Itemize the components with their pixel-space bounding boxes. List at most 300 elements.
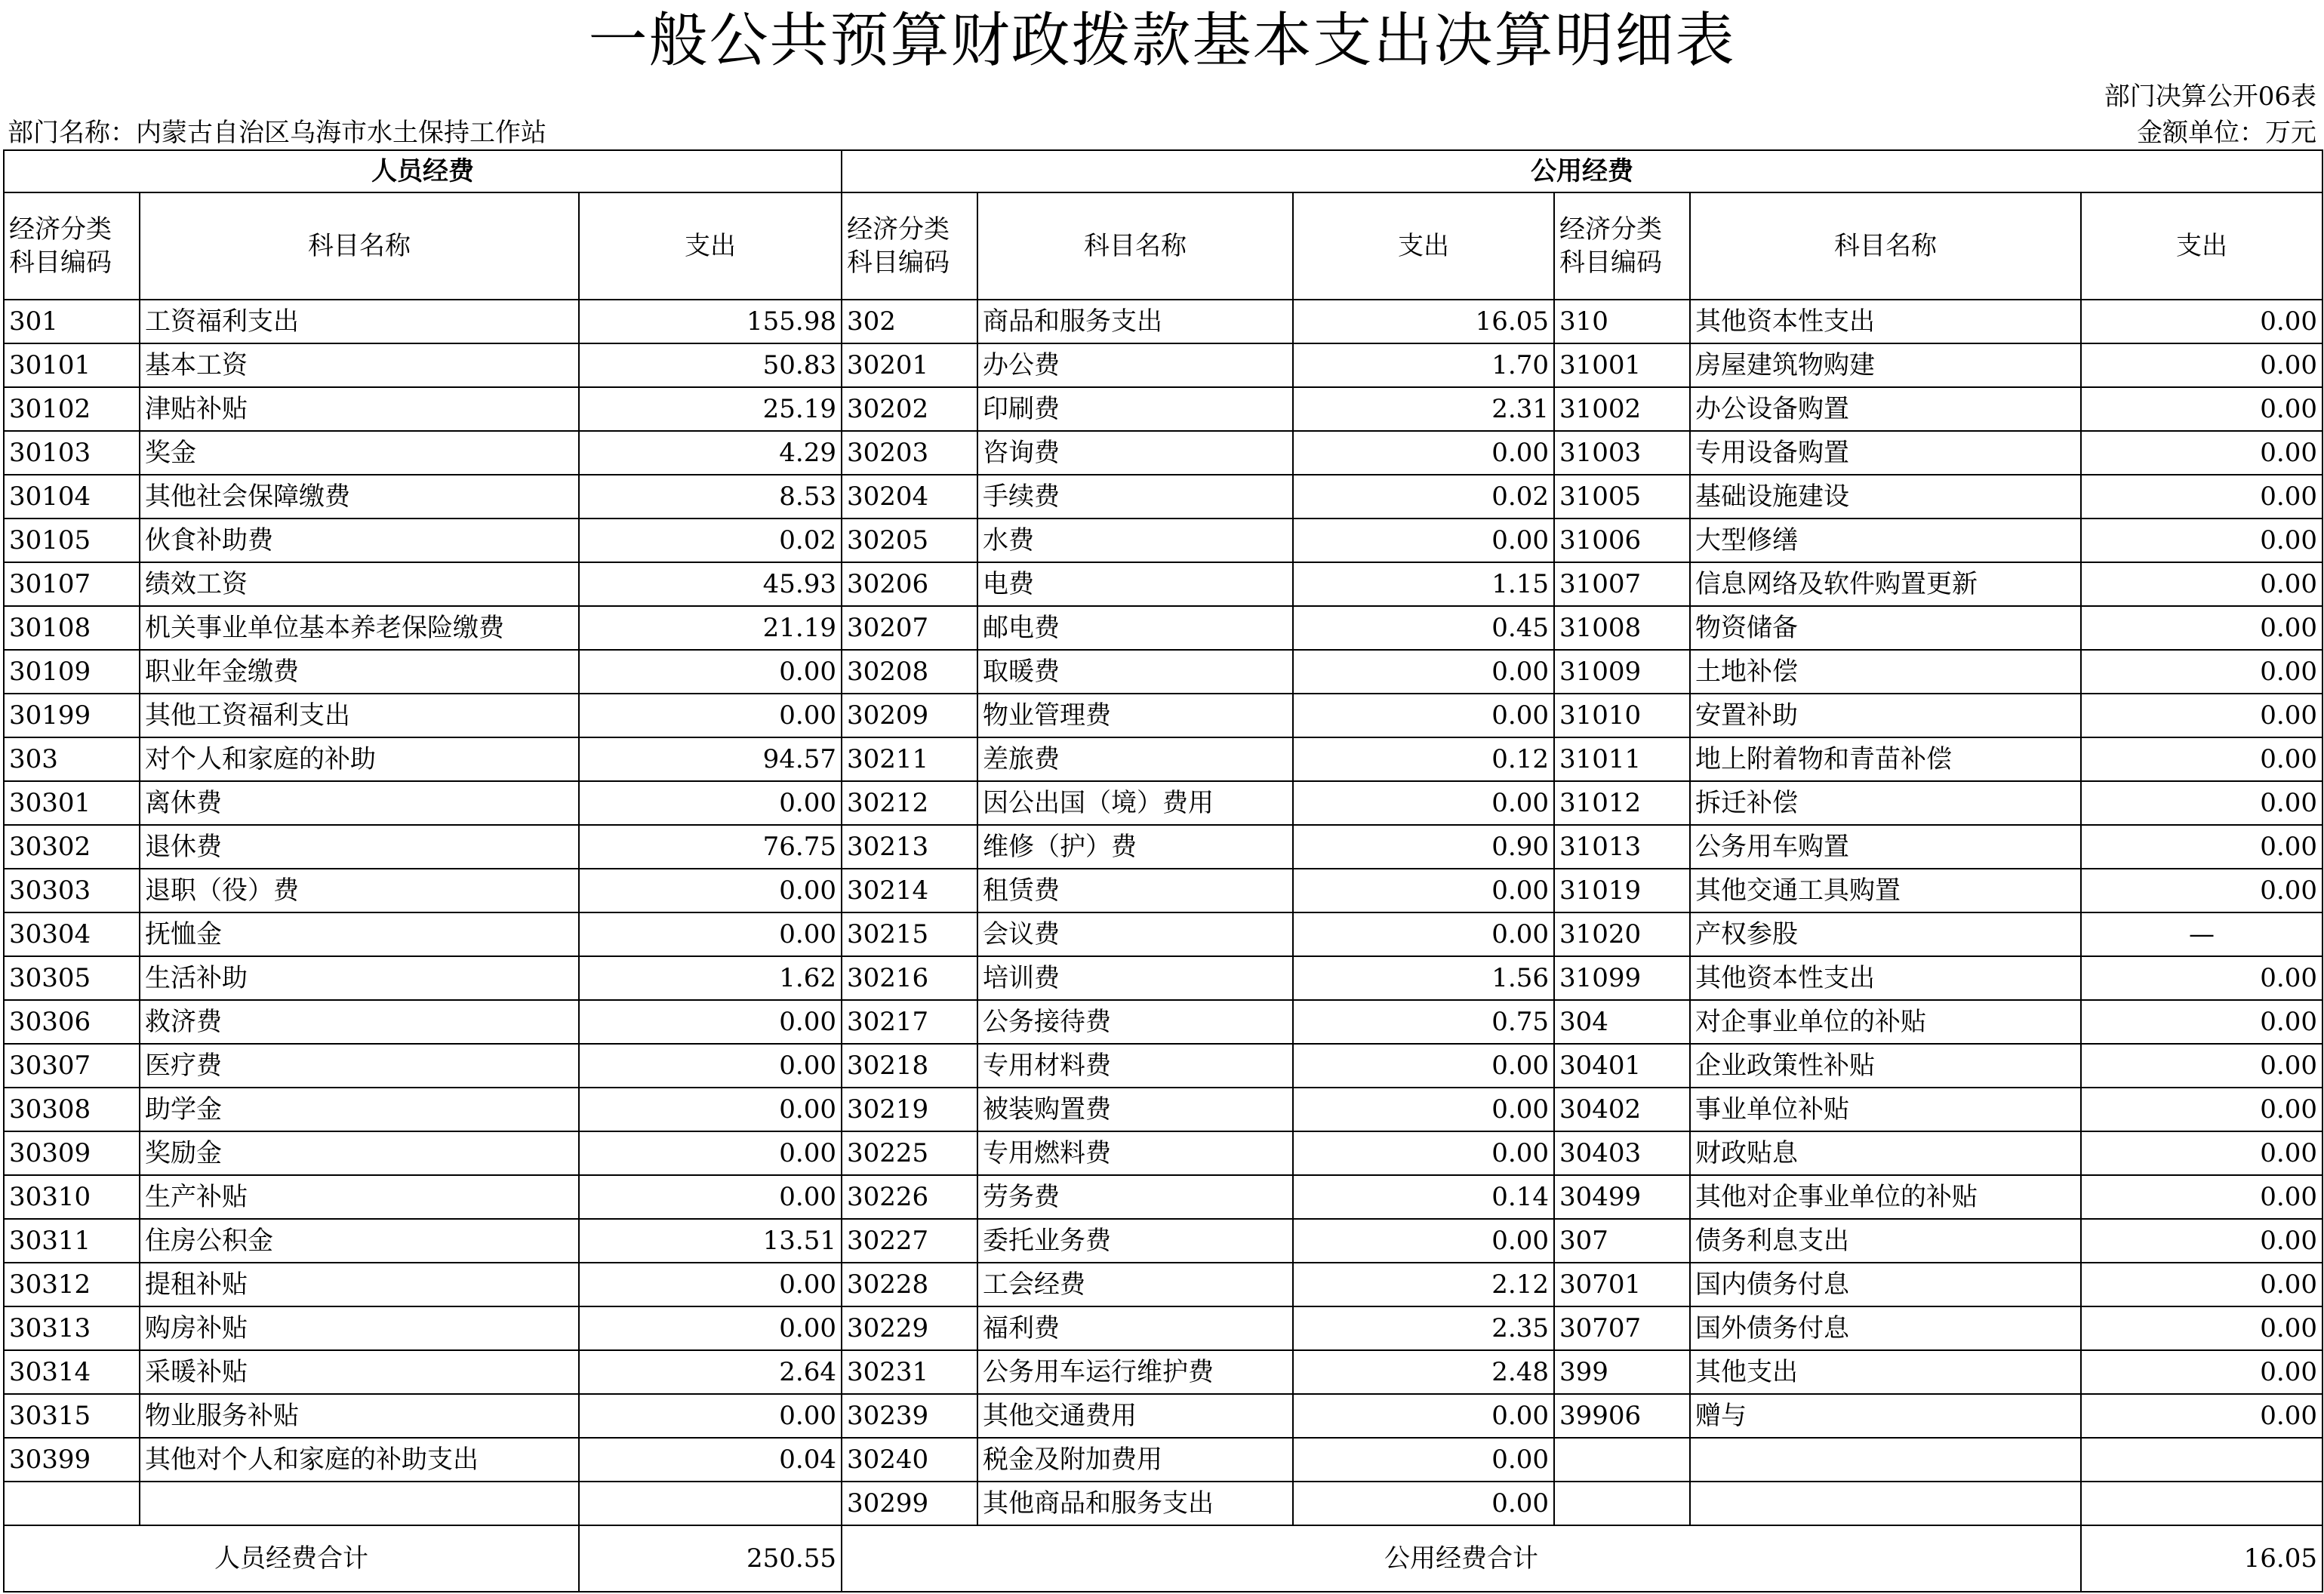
personnel-code-cell: 30306 (4, 1000, 140, 1044)
capital-name-cell: 对企事业单位的补贴 (1690, 1000, 2081, 1044)
capital-name-cell: 赠与 (1690, 1394, 2081, 1438)
capital-name-cell: 土地补偿 (1690, 650, 2081, 694)
public-amount-cell: 0.00 (1293, 869, 1554, 912)
public-amount-cell: 0.00 (1293, 781, 1554, 825)
capital-code-cell: 31007 (1554, 562, 1690, 606)
capital-amount-cell: 0.00 (2081, 519, 2322, 562)
table-row (4, 694, 2322, 737)
capital-code-cell: 39906 (1554, 1394, 1690, 1438)
capital-amount-cell: — (2081, 912, 2322, 956)
personnel-code-cell: 30109 (4, 650, 140, 694)
expenditure-table (3, 149, 2323, 1592)
public-name-cell: 专用燃料费 (977, 1131, 1293, 1175)
personnel-name-cell: 医疗费 (140, 1044, 579, 1088)
capital-code-cell: 31012 (1554, 781, 1690, 825)
capital-name-cell: 地上附着物和青苗补偿 (1690, 737, 2081, 781)
capital-name-cell: 公务用车购置 (1690, 825, 2081, 869)
capital-name-cell: 其他对企事业单位的补贴 (1690, 1175, 2081, 1219)
public-total-amount: 16.05 (2081, 1525, 2322, 1592)
capital-name-cell: 债务利息支出 (1690, 1219, 2081, 1263)
public-amount-cell: 0.00 (1293, 694, 1554, 737)
personnel-code-cell: 30310 (4, 1175, 140, 1219)
public-amount-cell: 0.90 (1293, 825, 1554, 869)
capital-name-cell: 专用设备购置 (1690, 431, 2081, 475)
capital-amount-cell: 0.00 (2081, 1350, 2322, 1394)
table-row (4, 1394, 2322, 1438)
name-column-header: 科目名称 (977, 192, 1293, 300)
public-total-label: 公用经费合计 (842, 1525, 2081, 1592)
personnel-code-cell: 30312 (4, 1263, 140, 1306)
capital-amount-cell: 0.00 (2081, 1044, 2322, 1088)
public-code-cell: 30209 (842, 694, 977, 737)
table-row (4, 781, 2322, 825)
personnel-name-cell: 物业服务补贴 (140, 1394, 579, 1438)
public-name-cell: 专用材料费 (977, 1044, 1293, 1088)
public-name-cell: 培训费 (977, 956, 1293, 1000)
personnel-name-cell: 住房公积金 (140, 1219, 579, 1263)
table-row (4, 562, 2322, 606)
personnel-name-cell: 退职（役）费 (140, 869, 579, 912)
public-code-cell: 30239 (842, 1394, 977, 1438)
public-code-cell: 30217 (842, 1000, 977, 1044)
public-amount-cell: 1.15 (1293, 562, 1554, 606)
capital-name-cell: 办公设备购置 (1690, 387, 2081, 431)
personnel-code-cell: 30302 (4, 825, 140, 869)
capital-code-cell: 31006 (1554, 519, 1690, 562)
public-code-cell: 30228 (842, 1263, 977, 1306)
public-code-cell: 30231 (842, 1350, 977, 1394)
capital-amount-cell: 0.00 (2081, 650, 2322, 694)
capital-name-cell: 信息网络及软件购置更新 (1690, 562, 2081, 606)
personnel-code-cell: 30103 (4, 431, 140, 475)
capital-code-cell: 30402 (1554, 1088, 1690, 1131)
table-row (4, 650, 2322, 694)
capital-code-cell: 30403 (1554, 1131, 1690, 1175)
personnel-amount-cell: 2.64 (579, 1350, 842, 1394)
capital-name-cell: 财政贴息 (1690, 1131, 2081, 1175)
personnel-name-cell: 奖励金 (140, 1131, 579, 1175)
capital-code-cell: 31005 (1554, 475, 1690, 519)
capital-name-cell: 房屋建筑物购建 (1690, 343, 2081, 387)
personnel-name-cell: 其他社会保障缴费 (140, 475, 579, 519)
table-row (4, 1438, 2322, 1482)
personnel-amount-cell: 50.83 (579, 343, 842, 387)
table-row (4, 431, 2322, 475)
personnel-code-cell: 30303 (4, 869, 140, 912)
personnel-amount-cell: 0.04 (579, 1438, 842, 1482)
capital-code-cell: 31013 (1554, 825, 1690, 869)
table-row (4, 1219, 2322, 1263)
capital-amount-cell: 0.00 (2081, 1219, 2322, 1263)
public-name-cell: 差旅费 (977, 737, 1293, 781)
table-row (4, 737, 2322, 781)
capital-code-cell: 30401 (1554, 1044, 1690, 1088)
capital-code-cell: 31099 (1554, 956, 1690, 1000)
capital-amount-cell: 0.00 (2081, 737, 2322, 781)
capital-code-cell: 31001 (1554, 343, 1690, 387)
personnel-amount-cell: 94.57 (579, 737, 842, 781)
capital-amount-cell: 0.00 (2081, 869, 2322, 912)
personnel-name-cell: 职业年金缴费 (140, 650, 579, 694)
capital-amount-cell: 0.00 (2081, 387, 2322, 431)
public-name-cell: 公务用车运行维护费 (977, 1350, 1293, 1394)
personnel-name-cell: 采暖补贴 (140, 1350, 579, 1394)
personnel-amount-cell: 0.00 (579, 912, 842, 956)
public-code-cell: 30229 (842, 1306, 977, 1350)
personnel-code-cell: 30314 (4, 1350, 140, 1394)
table-row (4, 825, 2322, 869)
personnel-total-amount: 250.55 (579, 1525, 842, 1592)
capital-code-cell: 399 (1554, 1350, 1690, 1394)
public-name-cell: 取暖费 (977, 650, 1293, 694)
public-amount-cell: 2.31 (1293, 387, 1554, 431)
personnel-name-cell: 基本工资 (140, 343, 579, 387)
personnel-amount-cell: 0.00 (579, 1175, 842, 1219)
public-name-cell: 委托业务费 (977, 1219, 1293, 1263)
personnel-name-cell: 离休费 (140, 781, 579, 825)
personnel-amount-cell: 25.19 (579, 387, 842, 431)
personnel-code-cell: 30399 (4, 1438, 140, 1482)
public-amount-cell: 0.00 (1293, 912, 1554, 956)
public-name-cell: 税金及附加费用 (977, 1438, 1293, 1482)
capital-code-cell: 31020 (1554, 912, 1690, 956)
personnel-amount-cell: 21.19 (579, 606, 842, 650)
totals-row (4, 1525, 2322, 1592)
capital-code-cell: 304 (1554, 1000, 1690, 1044)
capital-amount-cell: 0.00 (2081, 825, 2322, 869)
personnel-code-cell: 30309 (4, 1131, 140, 1175)
capital-code-cell: 31002 (1554, 387, 1690, 431)
capital-code-cell: 30701 (1554, 1263, 1690, 1306)
name-column-header: 科目名称 (140, 192, 579, 300)
capital-code-cell: 31008 (1554, 606, 1690, 650)
personnel-name-cell (140, 1482, 579, 1525)
capital-name-cell: 产权参股 (1690, 912, 2081, 956)
capital-amount-cell: 0.00 (2081, 1088, 2322, 1131)
public-amount-cell: 0.00 (1293, 519, 1554, 562)
personnel-name-cell: 助学金 (140, 1088, 579, 1131)
personnel-amount-cell: 0.00 (579, 1394, 842, 1438)
capital-name-cell: 事业单位补贴 (1690, 1088, 2081, 1131)
capital-amount-cell: 0.00 (2081, 1000, 2322, 1044)
public-name-cell: 因公出国（境）费用 (977, 781, 1293, 825)
public-name-cell: 租赁费 (977, 869, 1293, 912)
public-amount-cell: 0.00 (1293, 1131, 1554, 1175)
personnel-code-cell: 30315 (4, 1394, 140, 1438)
table-body (4, 300, 2322, 1525)
public-code-cell: 30227 (842, 1219, 977, 1263)
capital-amount-cell: 0.00 (2081, 956, 2322, 1000)
capital-code-cell (1554, 1438, 1690, 1482)
capital-code-cell: 31009 (1554, 650, 1690, 694)
capital-name-cell: 大型修缮 (1690, 519, 2081, 562)
table-row (4, 1131, 2322, 1175)
personnel-code-cell: 30199 (4, 694, 140, 737)
personnel-group-header: 人员经费 (4, 150, 842, 192)
public-name-cell: 电费 (977, 562, 1293, 606)
public-code-cell: 30204 (842, 475, 977, 519)
capital-code-cell: 31011 (1554, 737, 1690, 781)
personnel-name-cell: 津贴补贴 (140, 387, 579, 431)
amount-unit: 金额单位：万元 (2137, 118, 2316, 148)
form-number: 部门决算公开06表 (2104, 82, 2316, 112)
public-code-cell: 30211 (842, 737, 977, 781)
personnel-amount-cell: 13.51 (579, 1219, 842, 1263)
public-code-cell: 30215 (842, 912, 977, 956)
table-row (4, 1044, 2322, 1088)
table-row (4, 606, 2322, 650)
public-code-cell: 30219 (842, 1088, 977, 1131)
public-group-header: 公用经费 (842, 150, 2322, 192)
capital-amount-cell: 0.00 (2081, 475, 2322, 519)
amount-column-header: 支出 (579, 192, 842, 300)
table-row (4, 387, 2322, 431)
public-code-cell: 30225 (842, 1131, 977, 1175)
personnel-name-cell: 救济费 (140, 1000, 579, 1044)
table-row (4, 1000, 2322, 1044)
personnel-amount-cell: 0.00 (579, 1044, 842, 1088)
personnel-code-cell: 30105 (4, 519, 140, 562)
public-name-cell: 工会经费 (977, 1263, 1293, 1306)
table-row (4, 343, 2322, 387)
capital-name-cell: 物资储备 (1690, 606, 2081, 650)
capital-amount-cell: 0.00 (2081, 1306, 2322, 1350)
capital-name-cell (1690, 1438, 2081, 1482)
personnel-amount-cell: 1.62 (579, 956, 842, 1000)
capital-name-cell: 安置补助 (1690, 694, 2081, 737)
capital-code-cell: 31003 (1554, 431, 1690, 475)
personnel-amount-cell: 4.29 (579, 431, 842, 475)
capital-amount-cell: 0.00 (2081, 781, 2322, 825)
public-code-cell: 30214 (842, 869, 977, 912)
public-code-cell: 30212 (842, 781, 977, 825)
public-code-cell: 30201 (842, 343, 977, 387)
capital-code-cell: 30707 (1554, 1306, 1690, 1350)
public-code-cell: 30206 (842, 562, 977, 606)
capital-name-cell: 其他支出 (1690, 1350, 2081, 1394)
capital-code-cell: 310 (1554, 300, 1690, 343)
personnel-name-cell: 生活补助 (140, 956, 579, 1000)
personnel-amount-cell: 0.00 (579, 869, 842, 912)
public-name-cell: 邮电费 (977, 606, 1293, 650)
department-name: 部门名称：内蒙古自治区乌海市水土保持工作站 (8, 118, 546, 148)
public-amount-cell: 0.14 (1293, 1175, 1554, 1219)
personnel-amount-cell: 0.02 (579, 519, 842, 562)
personnel-code-cell: 30102 (4, 387, 140, 431)
public-code-cell: 30218 (842, 1044, 977, 1088)
personnel-code-cell: 30304 (4, 912, 140, 956)
public-name-cell: 会议费 (977, 912, 1293, 956)
public-amount-cell: 0.00 (1293, 1088, 1554, 1131)
amount-column-header: 支出 (1293, 192, 1554, 300)
table-row (4, 869, 2322, 912)
capital-code-cell (1554, 1482, 1690, 1525)
public-name-cell: 劳务费 (977, 1175, 1293, 1219)
capital-code-cell: 30499 (1554, 1175, 1690, 1219)
table-row (4, 475, 2322, 519)
table-row (4, 1263, 2322, 1306)
public-amount-cell: 0.00 (1293, 1219, 1554, 1263)
capital-amount-cell: 0.00 (2081, 1175, 2322, 1219)
personnel-name-cell: 抚恤金 (140, 912, 579, 956)
personnel-amount-cell: 0.00 (579, 1088, 842, 1131)
personnel-name-cell: 奖金 (140, 431, 579, 475)
personnel-amount-cell: 0.00 (579, 1000, 842, 1044)
public-amount-cell: 1.70 (1293, 343, 1554, 387)
personnel-code-cell: 30307 (4, 1044, 140, 1088)
public-name-cell: 维修（护）费 (977, 825, 1293, 869)
table-row (4, 956, 2322, 1000)
personnel-code-cell: 303 (4, 737, 140, 781)
public-name-cell: 福利费 (977, 1306, 1293, 1350)
personnel-amount-cell: 0.00 (579, 694, 842, 737)
personnel-total-label: 人员经费合计 (4, 1525, 579, 1592)
personnel-code-cell: 30101 (4, 343, 140, 387)
capital-name-cell: 其他资本性支出 (1690, 300, 2081, 343)
public-code-cell: 302 (842, 300, 977, 343)
personnel-name-cell: 提租补贴 (140, 1263, 579, 1306)
personnel-name-cell: 对个人和家庭的补助 (140, 737, 579, 781)
personnel-code-cell: 30311 (4, 1219, 140, 1263)
public-amount-cell: 1.56 (1293, 956, 1554, 1000)
personnel-name-cell: 其他工资福利支出 (140, 694, 579, 737)
personnel-amount-cell: 0.00 (579, 1131, 842, 1175)
public-amount-cell: 0.12 (1293, 737, 1554, 781)
table-row (4, 912, 2322, 956)
capital-name-cell: 企业政策性补贴 (1690, 1044, 2081, 1088)
page-title: 一般公共预算财政拨款基本支出决算明细表 (588, 7, 1736, 75)
public-code-cell: 30216 (842, 956, 977, 1000)
capital-name-cell: 拆迁补偿 (1690, 781, 2081, 825)
capital-amount-cell: 0.00 (2081, 606, 2322, 650)
public-code-cell: 30202 (842, 387, 977, 431)
table-row (4, 1350, 2322, 1394)
public-name-cell: 其他交通费用 (977, 1394, 1293, 1438)
personnel-code-cell (4, 1482, 140, 1525)
personnel-name-cell: 工资福利支出 (140, 300, 579, 343)
personnel-code-cell: 30305 (4, 956, 140, 1000)
public-amount-cell: 16.05 (1293, 300, 1554, 343)
public-amount-cell: 0.00 (1293, 650, 1554, 694)
personnel-amount-cell: 45.93 (579, 562, 842, 606)
public-name-cell: 其他商品和服务支出 (977, 1482, 1293, 1525)
public-code-cell: 30226 (842, 1175, 977, 1219)
capital-amount-cell: 0.00 (2081, 300, 2322, 343)
personnel-name-cell: 机关事业单位基本养老保险缴费 (140, 606, 579, 650)
table-row (4, 1175, 2322, 1219)
public-name-cell: 咨询费 (977, 431, 1293, 475)
capital-code-cell: 31019 (1554, 869, 1690, 912)
personnel-code-cell: 30107 (4, 562, 140, 606)
capital-amount-cell: 0.00 (2081, 1131, 2322, 1175)
capital-amount-cell: 0.00 (2081, 1263, 2322, 1306)
code-column-header: 经济分类科目编码 (4, 192, 140, 300)
public-amount-cell: 0.00 (1293, 431, 1554, 475)
personnel-amount-cell: 76.75 (579, 825, 842, 869)
capital-amount-cell: 0.00 (2081, 1394, 2322, 1438)
personnel-code-cell: 30313 (4, 1306, 140, 1350)
public-name-cell: 手续费 (977, 475, 1293, 519)
personnel-code-cell: 30301 (4, 781, 140, 825)
table-row (4, 1482, 2322, 1525)
public-amount-cell: 0.75 (1293, 1000, 1554, 1044)
personnel-code-cell: 301 (4, 300, 140, 343)
public-name-cell: 印刷费 (977, 387, 1293, 431)
public-code-cell: 30205 (842, 519, 977, 562)
public-code-cell: 30299 (842, 1482, 977, 1525)
public-amount-cell: 0.45 (1293, 606, 1554, 650)
public-code-cell: 30207 (842, 606, 977, 650)
capital-amount-cell: 0.00 (2081, 343, 2322, 387)
public-amount-cell: 0.02 (1293, 475, 1554, 519)
public-amount-cell: 2.48 (1293, 1350, 1554, 1394)
capital-amount-cell: 0.00 (2081, 694, 2322, 737)
public-amount-cell: 2.12 (1293, 1263, 1554, 1306)
public-amount-cell: 0.00 (1293, 1438, 1554, 1482)
table-row (4, 300, 2322, 343)
public-name-cell: 水费 (977, 519, 1293, 562)
personnel-amount-cell: 155.98 (579, 300, 842, 343)
personnel-name-cell: 绩效工资 (140, 562, 579, 606)
code-column-header: 经济分类科目编码 (842, 192, 977, 300)
public-name-cell: 办公费 (977, 343, 1293, 387)
personnel-code-cell: 30104 (4, 475, 140, 519)
public-amount-cell: 0.00 (1293, 1482, 1554, 1525)
capital-amount-cell: 0.00 (2081, 562, 2322, 606)
capital-amount-cell (2081, 1482, 2322, 1525)
capital-name-cell: 国内债务付息 (1690, 1263, 2081, 1306)
amount-column-header: 支出 (2081, 192, 2322, 300)
personnel-name-cell: 生产补贴 (140, 1175, 579, 1219)
capital-name-cell (1690, 1482, 2081, 1525)
personnel-name-cell: 伙食补助费 (140, 519, 579, 562)
public-name-cell: 公务接待费 (977, 1000, 1293, 1044)
capital-name-cell: 其他交通工具购置 (1690, 869, 2081, 912)
personnel-amount-cell: 0.00 (579, 1263, 842, 1306)
personnel-amount-cell: 0.00 (579, 781, 842, 825)
personnel-code-cell: 30308 (4, 1088, 140, 1131)
capital-code-cell: 31010 (1554, 694, 1690, 737)
capital-name-cell: 国外债务付息 (1690, 1306, 2081, 1350)
public-amount-cell: 0.00 (1293, 1394, 1554, 1438)
name-column-header: 科目名称 (1690, 192, 2081, 300)
personnel-amount-cell: 0.00 (579, 1306, 842, 1350)
public-code-cell: 30203 (842, 431, 977, 475)
personnel-amount-cell (579, 1482, 842, 1525)
public-name-cell: 商品和服务支出 (977, 300, 1293, 343)
table-row (4, 1088, 2322, 1131)
public-name-cell: 物业管理费 (977, 694, 1293, 737)
public-code-cell: 30240 (842, 1438, 977, 1482)
public-code-cell: 30208 (842, 650, 977, 694)
capital-name-cell: 基础设施建设 (1690, 475, 2081, 519)
personnel-name-cell: 其他对个人和家庭的补助支出 (140, 1438, 579, 1482)
personnel-name-cell: 购房补贴 (140, 1306, 579, 1350)
capital-amount-cell: 0.00 (2081, 431, 2322, 475)
public-amount-cell: 0.00 (1293, 1044, 1554, 1088)
personnel-amount-cell: 0.00 (579, 650, 842, 694)
table-row (4, 1306, 2322, 1350)
public-amount-cell: 2.35 (1293, 1306, 1554, 1350)
personnel-amount-cell: 8.53 (579, 475, 842, 519)
public-code-cell: 30213 (842, 825, 977, 869)
capital-name-cell: 其他资本性支出 (1690, 956, 2081, 1000)
table-row (4, 519, 2322, 562)
capital-amount-cell (2081, 1438, 2322, 1482)
code-column-header: 经济分类科目编码 (1554, 192, 1690, 300)
personnel-name-cell: 退休费 (140, 825, 579, 869)
public-name-cell: 被装购置费 (977, 1088, 1293, 1131)
